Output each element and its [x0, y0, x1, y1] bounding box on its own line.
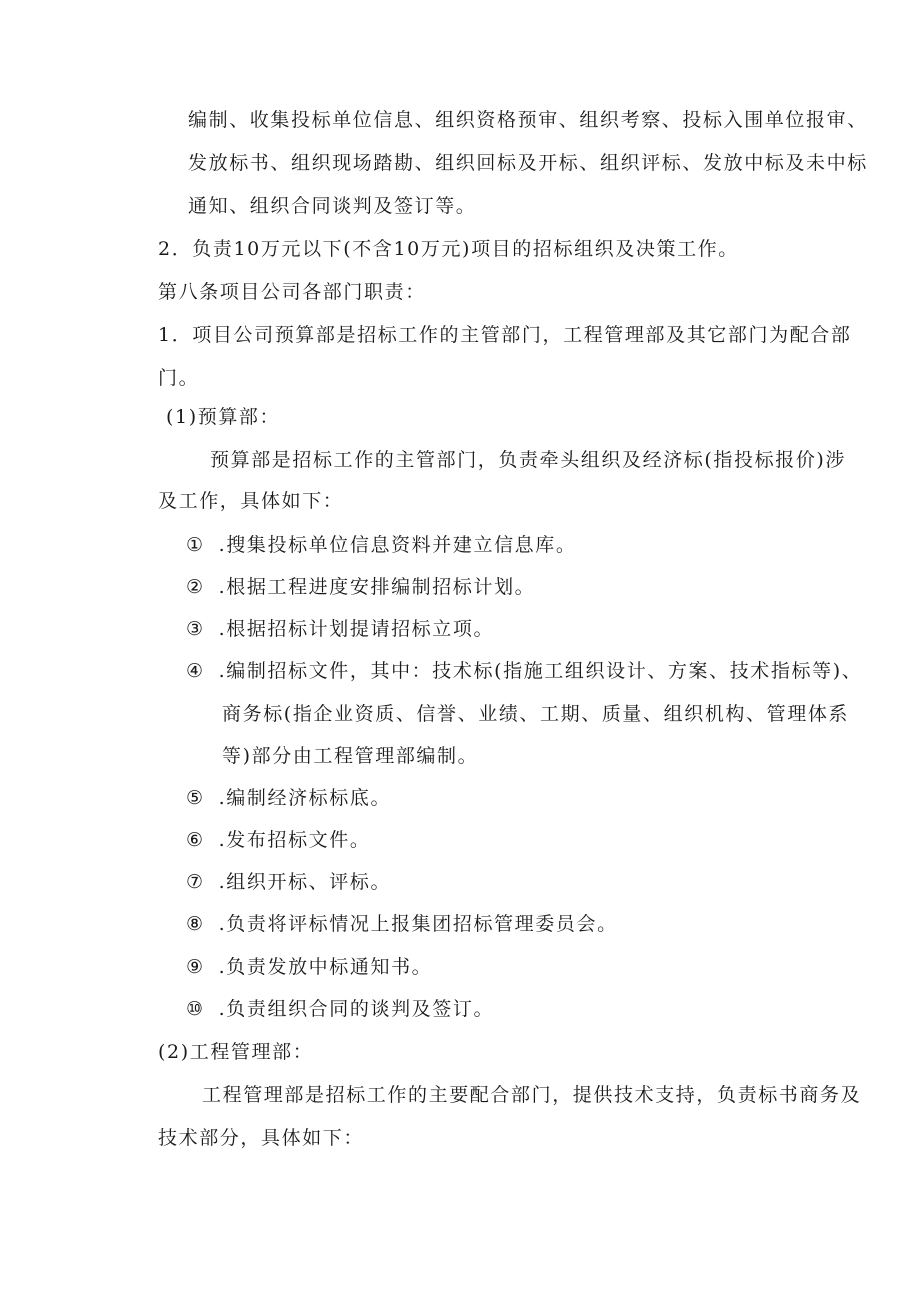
budget-item	[186, 997, 494, 1021]
budget-item	[186, 912, 618, 936]
budget-item-4-continued-1: 商务标(指企业资质、信誉、业绩、工期、质量、组织机构、管理体系	[222, 703, 850, 725]
engineering-desc-line-2: 技术部分，具体如下：	[158, 1127, 365, 1149]
budget-desc-line-1: 预算部是招标工作的主管部门，负责牵头组织及经济标(指投标报价)涉	[210, 449, 847, 471]
item-text: .组织开标、评标。	[218, 871, 392, 893]
budget-item	[186, 533, 576, 557]
item-number: ②	[186, 576, 205, 598]
item-number: ⑤	[186, 787, 205, 809]
budget-item	[186, 659, 862, 683]
item-number: ⑩	[186, 998, 205, 1020]
item-text: .负责发放中标通知书。	[218, 956, 433, 978]
intro-line-1: 编制、收集投标单位信息、组织资格预审、组织考察、投标入围单位报审、	[188, 109, 868, 131]
budget-item	[186, 575, 535, 599]
item-number: ⑨	[186, 956, 205, 978]
item-number: ⑥	[186, 829, 205, 851]
article-8-heading: 第八条项目公司各部门职责：	[158, 281, 426, 303]
item-number: ④	[186, 660, 205, 682]
budget-item-4-continued-2: 等)部分由工程管理部编制。	[222, 745, 479, 767]
budget-item	[186, 955, 432, 979]
item-text: .编制经济标标底。	[218, 787, 392, 809]
item-text: .发布招标文件。	[218, 829, 371, 851]
item-number: ⑦	[186, 871, 205, 893]
budget-item	[186, 870, 391, 894]
item-text: .负责组织合同的谈判及签订。	[218, 998, 495, 1020]
item-text: .根据招标计划提请招标立项。	[218, 618, 495, 640]
engineering-desc-line-1: 工程管理部是招标工作的主要配合部门，提供技术支持，负责标书商务及	[202, 1084, 862, 1106]
item-1-line-1: 1．项目公司预算部是招标工作的主管部门，工程管理部及其它部门为配合部	[158, 324, 852, 346]
item-number: ③	[186, 618, 205, 640]
item-number: ①	[186, 534, 205, 556]
item-text: .根据工程进度安排编制招标计划。	[218, 576, 536, 598]
item-text: .编制招标文件，其中：技术标(指施工组织设计、方案、技术指标等)、	[218, 660, 863, 682]
item-text: .负责将评标情况上报集团招标管理委员会。	[218, 913, 618, 935]
item-1-line-2: 门。	[158, 367, 200, 389]
engineering-heading: (2)工程管理部：	[158, 1041, 314, 1063]
item-number: ⑧	[186, 913, 205, 935]
budget-desc-line-2: 及工作，具体如下：	[158, 490, 344, 512]
item-2: 2．负责10万元以下(不含10万元)项目的招标组织及决策工作。	[158, 238, 739, 260]
budget-heading: (1)预算部：	[166, 406, 281, 428]
intro-line-2: 发放标书、组织现场踏勘、组织回标及开标、组织评标、发放中标及未中标	[188, 152, 868, 174]
budget-item	[186, 828, 370, 852]
item-text: .搜集投标单位信息资料并建立信息库。	[218, 534, 577, 556]
budget-item	[186, 786, 391, 810]
budget-item	[186, 617, 494, 641]
intro-line-3: 通知、组织合同谈判及签订等。	[188, 195, 477, 217]
